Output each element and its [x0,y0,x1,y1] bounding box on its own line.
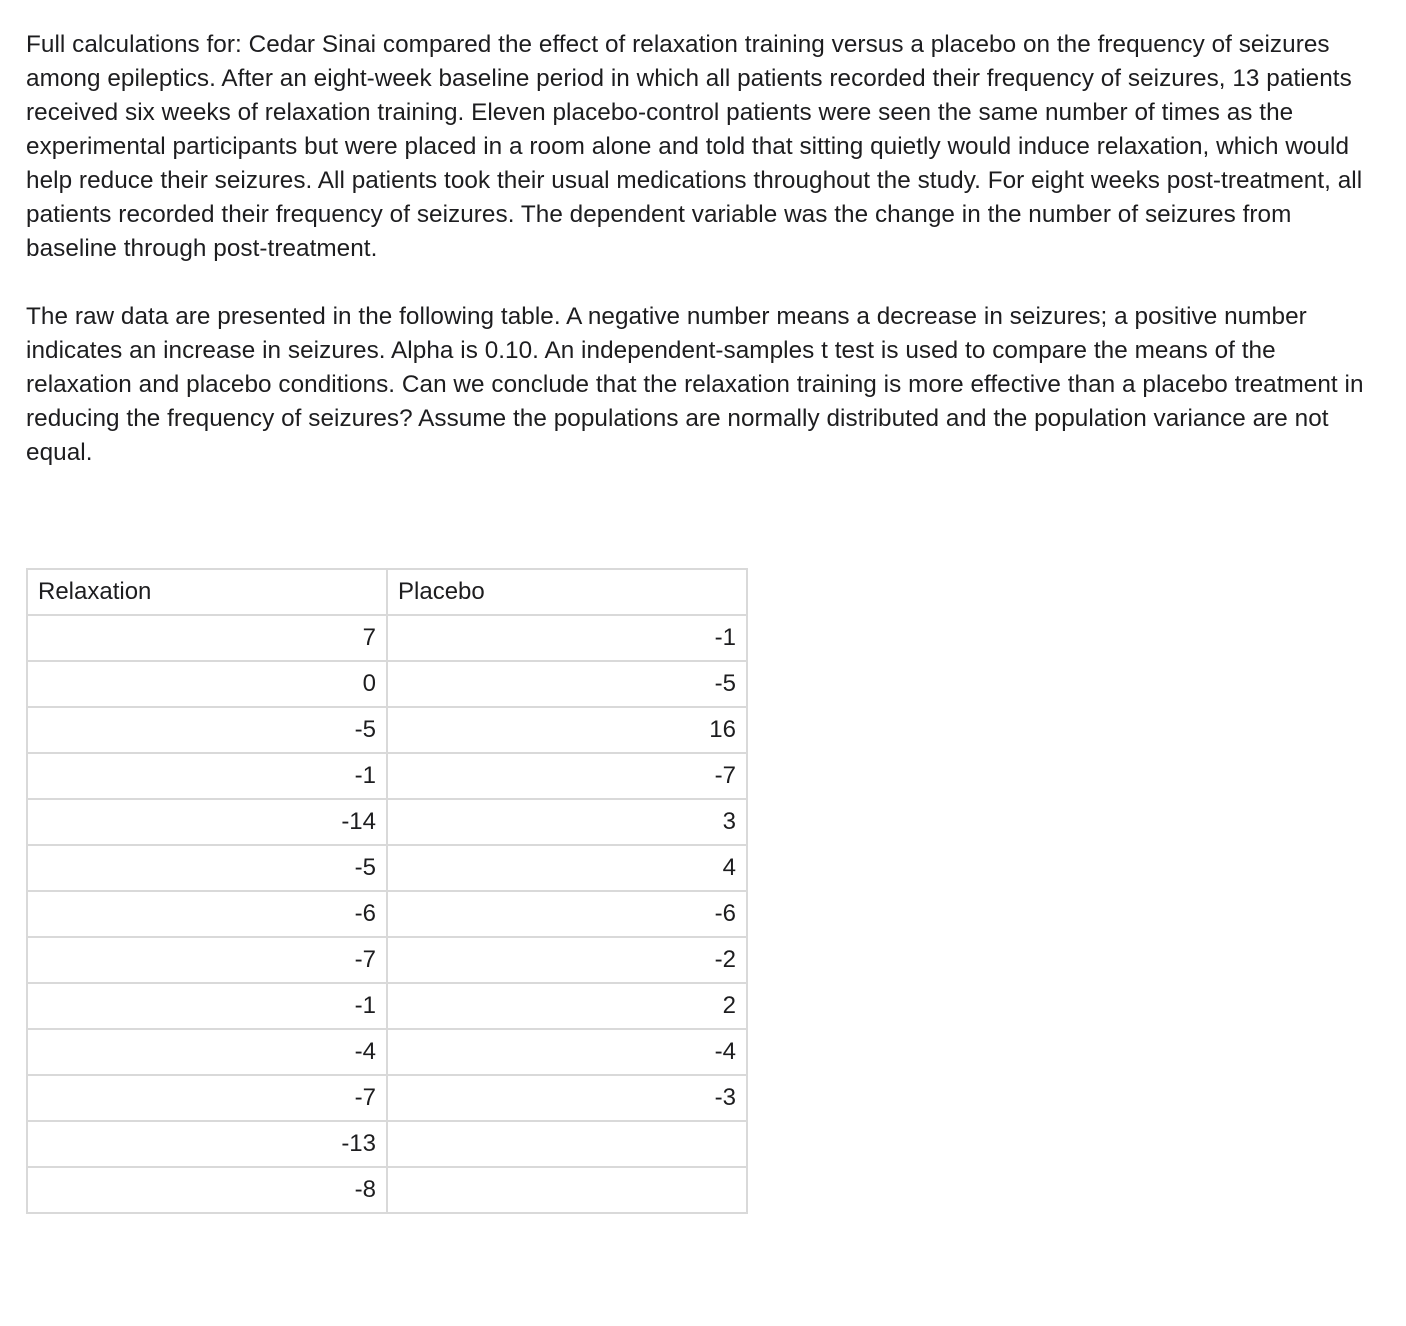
placebo-cell: -7 [387,753,747,799]
placebo-cell: -5 [387,661,747,707]
relaxation-cell: -4 [27,1029,387,1075]
placebo-cell: -2 [387,937,747,983]
placebo-cell: -6 [387,891,747,937]
placebo-cell: -4 [387,1029,747,1075]
relaxation-cell: -5 [27,845,387,891]
placebo-cell: -3 [387,1075,747,1121]
relaxation-cell: 0 [27,661,387,707]
header-relaxation: Relaxation [27,569,387,615]
relaxation-cell: -5 [27,707,387,753]
placebo-cell: -1 [387,615,747,661]
relaxation-cell: 7 [27,615,387,661]
problem-paragraph-2: The raw data are presented in the following table. A negative number means a decrease in seizures; a positive number indicates an increase in seizures. Alpha is 0.10. An independent-samples t test is used to compare the means of the relaxation and placebo conditions. Can we conclude that the relaxation training is more effective than a placebo treatment in reducing the frequency of seizures? Assume the populations are normally distributed and the population variance are not equal. [26,303,1364,466]
relaxation-cell: -7 [27,1075,387,1121]
relaxation-cell: -1 [27,753,387,799]
data-table [26,568,748,1214]
placebo-cell: 3 [387,799,747,845]
table-row [27,661,747,707]
placebo-cell: 2 [387,983,747,1029]
placebo-cell: 4 [387,845,747,891]
table-header-row [27,569,747,615]
table-row [27,753,747,799]
relaxation-cell: -8 [27,1167,387,1213]
header-placebo: Placebo [387,569,747,615]
table-row [27,707,747,753]
relaxation-cell: -6 [27,891,387,937]
table-row [27,845,747,891]
table-row [27,1121,747,1167]
table-row [27,1075,747,1121]
table-row [27,615,747,661]
relaxation-cell: -13 [27,1121,387,1167]
table-row [27,1167,747,1213]
placebo-cell [387,1121,747,1167]
problem-paragraph-1: Full calculations for: Cedar Sinai compared the effect of relaxation training versus a placebo on the frequency of seizures among epileptics. After an eight-week baseline period in which all patients recorded their frequency of seizures, 13 patients received six weeks of relaxation training. Eleven placebo-control patients were seen the same number of times as the experimental participants but were placed in a room alone and told that sitting quietly would induce relaxation, which would help reduce their seizures. All patients took their usual medications throughout the study. For eight weeks post-treatment, all patients recorded their frequency of seizures. The dependent variable was the change in the number of seizures from baseline through post-treatment. [26,31,1363,262]
relaxation-cell: -7 [27,937,387,983]
relaxation-cell: -14 [27,799,387,845]
table-row [27,891,747,937]
placebo-cell [387,1167,747,1213]
table-body [27,615,747,1213]
relaxation-cell: -1 [27,983,387,1029]
table-row [27,1029,747,1075]
placebo-cell: 16 [387,707,747,753]
problem-text [26,28,1382,470]
table-row [27,937,747,983]
table-row [27,983,747,1029]
table-row [27,799,747,845]
